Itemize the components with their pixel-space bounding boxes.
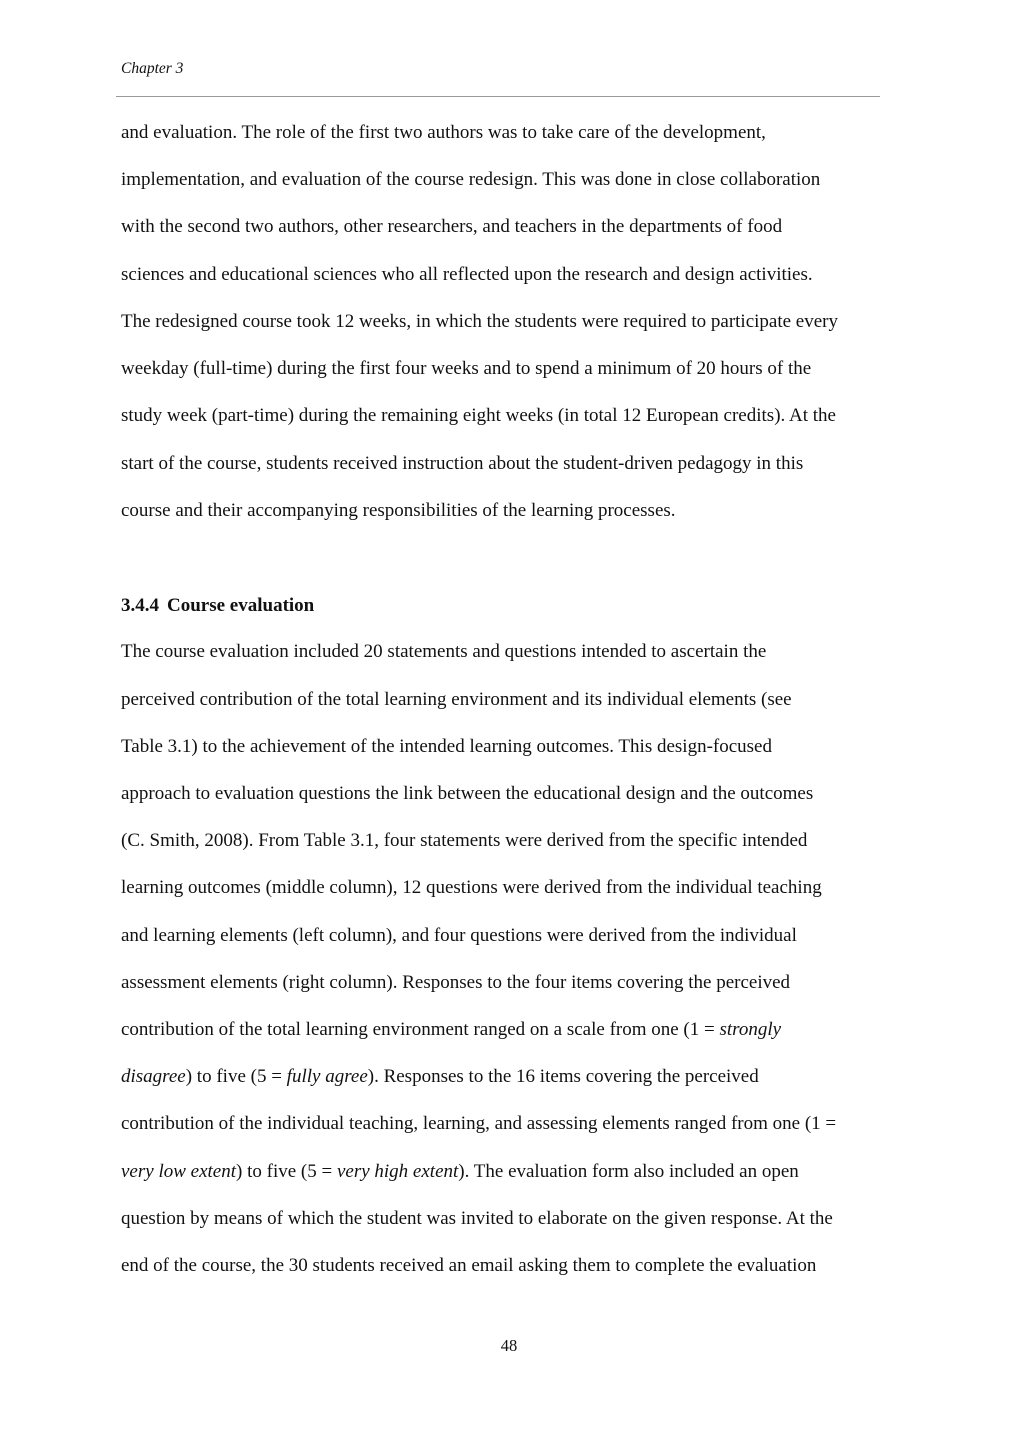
paragraph-line — [121, 1065, 759, 1089]
header-divider — [116, 96, 880, 97]
paragraph-line: and learning elements (left column), and four questions were derived from the individual — [121, 925, 797, 946]
paragraph-line: approach to evaluation questions the link between the educational design and the outcomes — [121, 783, 814, 804]
paragraph-line: The redesigned course took 12 weeks, in which the students were required to participate every — [121, 311, 838, 332]
paragraph-line: end of the course, the 30 students received an email asking them to complete the evaluation — [121, 1255, 817, 1276]
text-span: ). Responses to the 16 items covering the perceived — [367, 1066, 759, 1087]
paragraph-line: sciences and educational sciences who all reflected upon the research and design activities. — [121, 264, 813, 285]
paragraph-line: learning outcomes (middle column), 12 questions were derived from the individual teaching — [121, 877, 822, 898]
paragraph-line: Table 3.1) to the achievement of the intended learning outcomes. This design-focused — [121, 736, 772, 757]
paragraph-line: question by means of which the student was invited to elaborate on the given response. At the — [121, 1208, 833, 1229]
paragraph-line: start of the course, students received instruction about the student-driven pedagogy in this — [121, 453, 804, 474]
italic-term: strongly — [719, 1019, 782, 1040]
text-span: contribution of the total learning environment ranged on a scale from one (1 = — [121, 1019, 720, 1040]
italic-term: fully agree — [286, 1066, 368, 1087]
page-number: 48 — [500, 1336, 518, 1355]
paragraph-line: implementation, and evaluation of the course redesign. This was done in close collaboration — [121, 169, 821, 190]
paragraph-line: assessment elements (right column). Responses to the four items covering the perceived — [121, 972, 791, 993]
text-span: ) to five (5 = — [185, 1066, 287, 1087]
paragraph-line: The course evaluation included 20 statements and questions intended to ascertain the — [121, 641, 767, 662]
paragraph-line: course and their accompanying responsibilities of the learning processes. — [121, 500, 676, 521]
paragraph-line: weekday (full-time) during the first four weeks and to spend a minimum of 20 hours of the — [121, 358, 812, 379]
paragraph-line — [121, 1160, 799, 1184]
paragraph-line: perceived contribution of the total learning environment and its individual elements (see — [121, 689, 792, 710]
paragraph-line: contribution of the individual teaching, learning, and assessing elements ranged from one (1 = — [121, 1113, 837, 1134]
text-span: ) to five (5 = — [236, 1161, 337, 1182]
section-title: Course evaluation — [167, 595, 315, 616]
paragraph-line — [121, 1018, 781, 1042]
paragraph-line: (C. Smith, 2008). From Table 3.1, four statements were derived from the specific intended — [121, 830, 808, 851]
italic-term: very low extent — [121, 1161, 237, 1182]
paragraph-line: and evaluation. The role of the first two authors was to take care of the development, — [121, 122, 766, 143]
italic-term: disagree — [121, 1066, 186, 1087]
text-span: ). The evaluation form also included an open — [458, 1161, 799, 1182]
running-header: Chapter 3 — [121, 60, 184, 77]
italic-term: very high extent — [336, 1161, 459, 1182]
paragraph-line: with the second two authors, other researchers, and teachers in the departments of food — [121, 216, 783, 237]
section-heading — [121, 594, 314, 618]
section-number: 3.4.4 — [121, 595, 159, 616]
paragraph-line: study week (part-time) during the remaining eight weeks (in total 12 European credits). At the — [121, 405, 836, 426]
